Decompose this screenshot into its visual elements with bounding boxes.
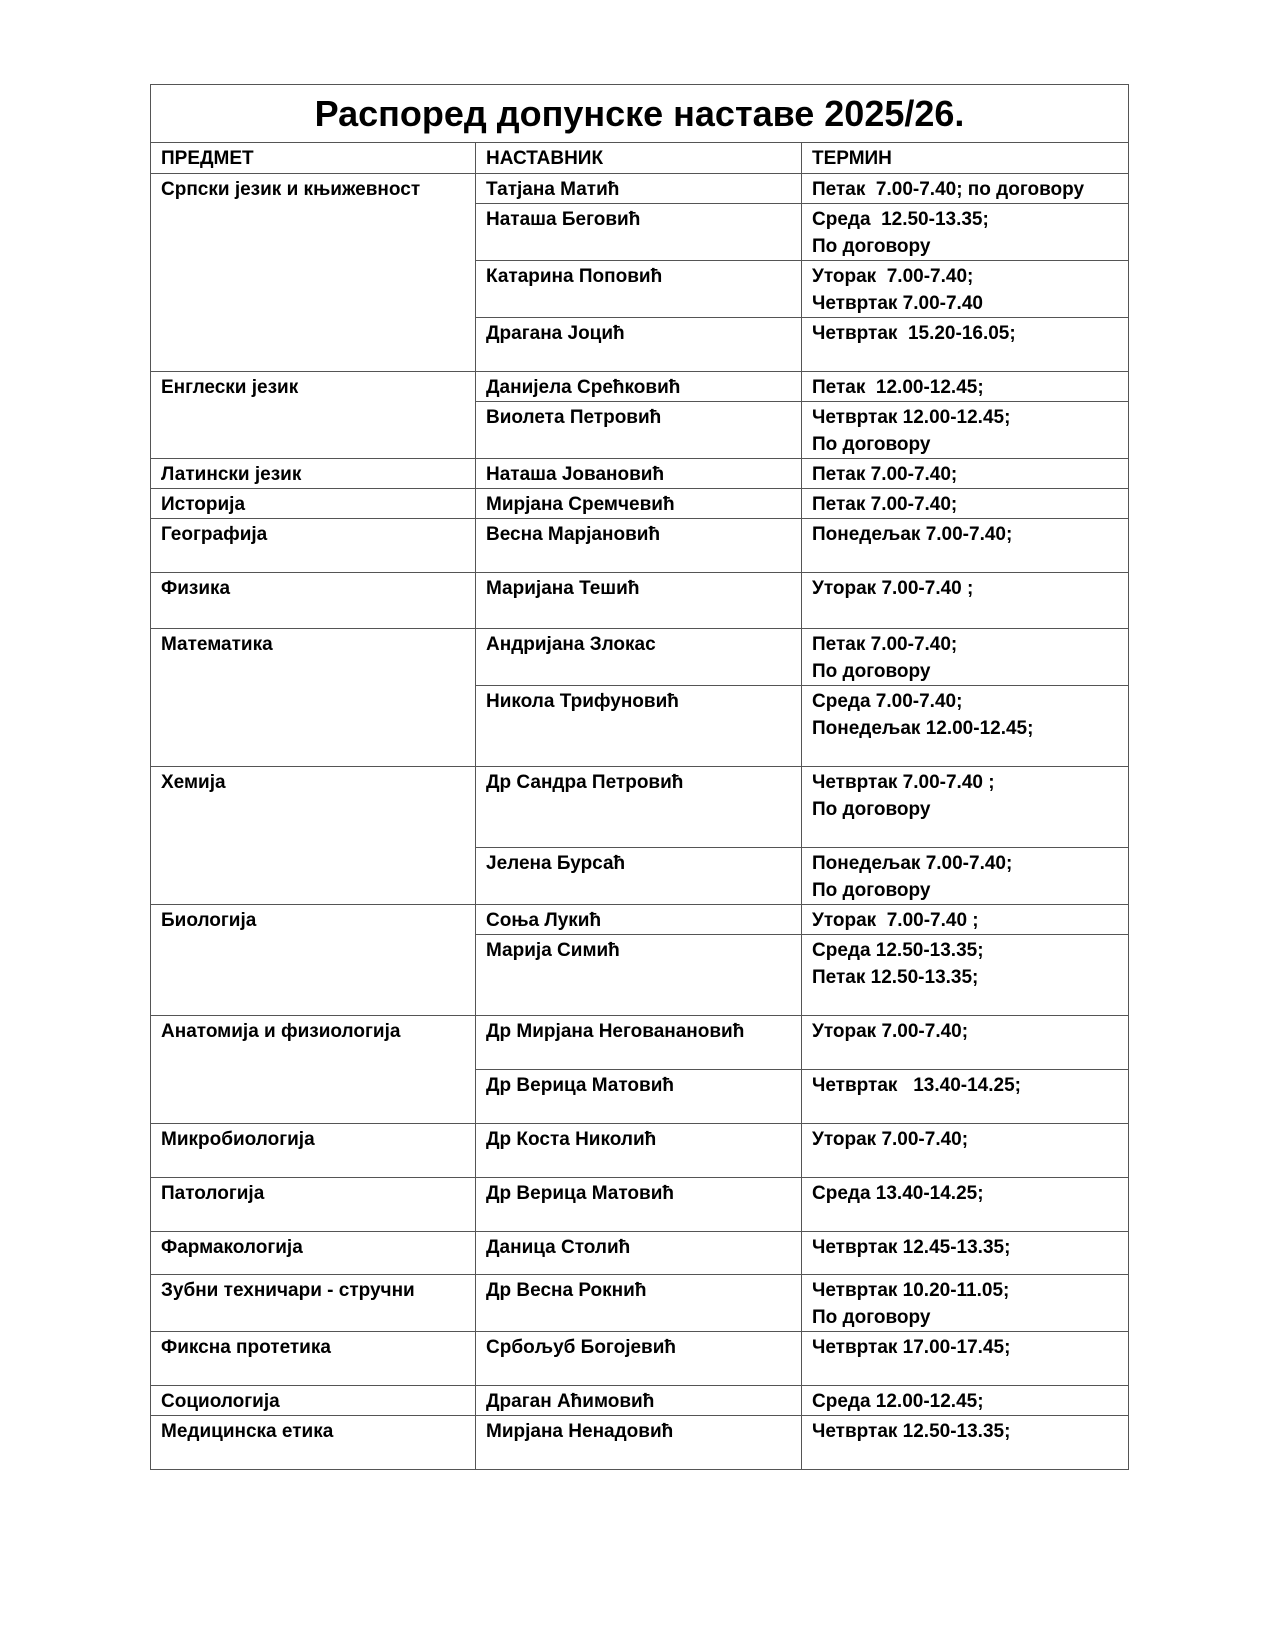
teacher-cell: Др Весна Рокнић <box>476 1275 802 1332</box>
teacher-cell: Наташа Беговић <box>476 204 802 261</box>
term-line: Уторак 7.00-7.40; <box>812 1021 969 1042</box>
subject-cell: Хемија <box>151 767 476 905</box>
subject-cell: Фиксна протетика <box>151 1332 476 1386</box>
term-cell <box>802 935 1129 1016</box>
subject-cell: Зубни техничари - стручни <box>151 1275 476 1332</box>
term-line: Уторак 7.00-7.40 ; <box>812 910 979 931</box>
teacher-cell: Никола Трифуновић <box>476 686 802 767</box>
term-line: Петак 7.00-7.40; по договору <box>812 179 1085 200</box>
table-row <box>151 1016 1129 1070</box>
subject-cell: Енглески језик <box>151 372 476 459</box>
table-row <box>151 174 1129 204</box>
term-cell <box>802 1016 1129 1070</box>
table-row <box>151 519 1129 573</box>
term-line: Четвртак 7.00-7.40 ; <box>812 772 995 793</box>
term-line: По договору <box>812 434 931 455</box>
term-line: Четвртак 17.00-17.45; <box>812 1337 1011 1358</box>
term-cell <box>802 848 1129 905</box>
term-line: Четвртак 12.00-12.45; <box>812 407 1011 428</box>
teacher-cell: Катарина Поповић <box>476 261 802 318</box>
subject-cell: Физика <box>151 573 476 629</box>
term-line: Среда 12.00-12.45; <box>812 1391 984 1412</box>
term-cell <box>802 573 1129 629</box>
term-cell <box>802 905 1129 935</box>
term-line: Четвртак 12.50-13.35; <box>812 1421 1011 1442</box>
term-cell <box>802 204 1129 261</box>
table-row <box>151 1332 1129 1386</box>
term-cell <box>802 767 1129 848</box>
term-line: Уторак 7.00-7.40 ; <box>812 578 974 599</box>
subject-cell: Медицинска етика <box>151 1416 476 1470</box>
header-row <box>151 143 1129 174</box>
table-row <box>151 767 1129 848</box>
term-cell <box>802 1070 1129 1124</box>
teacher-cell: Др Сандра Петровић <box>476 767 802 848</box>
subject-cell: Географија <box>151 519 476 573</box>
subject-cell: Српски језик и књижевност <box>151 174 476 372</box>
teacher-cell: Др Верица Матовић <box>476 1070 802 1124</box>
term-cell <box>802 519 1129 573</box>
subject-cell: Социологија <box>151 1386 476 1416</box>
term-line: Среда 13.40-14.25; <box>812 1183 984 1204</box>
term-line: Среда 12.50-13.35; <box>812 940 984 961</box>
subject-cell: Латински језик <box>151 459 476 489</box>
term-line: Четвртак 13.40-14.25; <box>812 1075 1021 1096</box>
term-line: По договору <box>812 1307 931 1328</box>
teacher-cell: Драгана Јоцић <box>476 318 802 372</box>
teacher-cell: Марија Симић <box>476 935 802 1016</box>
subject-cell: Микробиологија <box>151 1124 476 1178</box>
term-cell <box>802 261 1129 318</box>
table-row <box>151 1178 1129 1232</box>
term-line: Петак 12.00-12.45; <box>812 377 984 398</box>
teacher-cell: Др Мирјана Негована​новић <box>476 1016 802 1070</box>
subject-cell: Историја <box>151 489 476 519</box>
term-line: По договору <box>812 236 931 257</box>
term-cell <box>802 1332 1129 1386</box>
term-cell <box>802 1416 1129 1470</box>
table-row <box>151 372 1129 402</box>
term-line: Среда 12.50-13.35; <box>812 209 989 230</box>
term-line: Понедељак 12.00-12.45; <box>812 718 1034 739</box>
term-line: Петак 7.00-7.40; <box>812 494 958 515</box>
subject-cell: Математика <box>151 629 476 767</box>
header-subject: ПРЕДМЕТ <box>151 143 476 174</box>
teacher-cell: Даница Столић <box>476 1232 802 1275</box>
term-cell <box>802 629 1129 686</box>
teacher-cell: Др Верица Матовић <box>476 1178 802 1232</box>
term-line: Уторак 7.00-7.40; <box>812 266 974 287</box>
teacher-cell: Виолета Петровић <box>476 402 802 459</box>
term-cell <box>802 318 1129 372</box>
term-line: Петак 7.00-7.40; <box>812 464 958 485</box>
table-row <box>151 1386 1129 1416</box>
term-line: Среда 7.00-7.40; <box>812 691 963 712</box>
table-row <box>151 1416 1129 1470</box>
term-cell <box>802 1124 1129 1178</box>
teacher-cell: Весна Марјановић <box>476 519 802 573</box>
header-term: ТЕРМИН <box>802 143 1129 174</box>
table-row <box>151 573 1129 629</box>
teacher-cell: Мирјана Сремчевић <box>476 489 802 519</box>
table-row <box>151 629 1129 686</box>
term-line: По договору <box>812 799 931 820</box>
term-cell <box>802 174 1129 204</box>
term-cell <box>802 489 1129 519</box>
header-teacher: НАСТАВНИК <box>476 143 802 174</box>
term-line: Петак 12.50-13.35; <box>812 967 979 988</box>
term-cell <box>802 1275 1129 1332</box>
term-line: Четвртак 15.20-16.05; <box>812 323 1016 344</box>
subject-cell: Фармакологија <box>151 1232 476 1275</box>
table-row <box>151 459 1129 489</box>
term-line: Петак 7.00-7.40; <box>812 634 958 655</box>
term-cell <box>802 1232 1129 1275</box>
term-line: Четвртак 10.20-11.05; <box>812 1280 1010 1301</box>
term-line: Четвртак 7.00-7.40 <box>812 293 983 314</box>
table-row <box>151 1232 1129 1275</box>
teacher-cell: Данијела Срећковић <box>476 372 802 402</box>
table-row <box>151 1124 1129 1178</box>
teacher-cell: Татјана Матић <box>476 174 802 204</box>
title-row <box>151 85 1129 143</box>
teacher-cell: Соња Лукић <box>476 905 802 935</box>
page-title: Распоред допунске наставе 2025/26. <box>151 85 1129 143</box>
term-line: Понедељак 7.00-7.40; <box>812 853 1013 874</box>
term-line: По договору <box>812 880 931 901</box>
term-cell <box>802 1178 1129 1232</box>
term-line: Понедељак 7.00-7.40; <box>812 524 1013 545</box>
schedule-table <box>150 84 1129 1470</box>
table-row <box>151 489 1129 519</box>
table-row <box>151 905 1129 935</box>
term-cell <box>802 686 1129 767</box>
subject-cell: Патологија <box>151 1178 476 1232</box>
schedule-body <box>151 174 1129 1470</box>
teacher-cell: Драган Аћимовић <box>476 1386 802 1416</box>
term-cell <box>802 402 1129 459</box>
teacher-cell: Мирјана Ненадовић <box>476 1416 802 1470</box>
term-cell <box>802 459 1129 489</box>
teacher-cell: Јелена Бурсаћ <box>476 848 802 905</box>
teacher-cell: Србољуб Богојевић <box>476 1332 802 1386</box>
term-line: Четвртак 12.45-13.35; <box>812 1237 1011 1258</box>
term-line: По договору <box>812 661 931 682</box>
teacher-cell: Маријана Тешић <box>476 573 802 629</box>
teacher-cell: Наташа Јовановић <box>476 459 802 489</box>
term-cell <box>802 1386 1129 1416</box>
term-cell <box>802 372 1129 402</box>
teacher-cell: Андријана Злокас <box>476 629 802 686</box>
subject-cell: Биологија <box>151 905 476 1016</box>
term-line: Уторак 7.00-7.40; <box>812 1129 969 1150</box>
teacher-cell: Др Коста Николић <box>476 1124 802 1178</box>
subject-cell: Анатомија и физиологија <box>151 1016 476 1124</box>
table-row <box>151 1275 1129 1332</box>
